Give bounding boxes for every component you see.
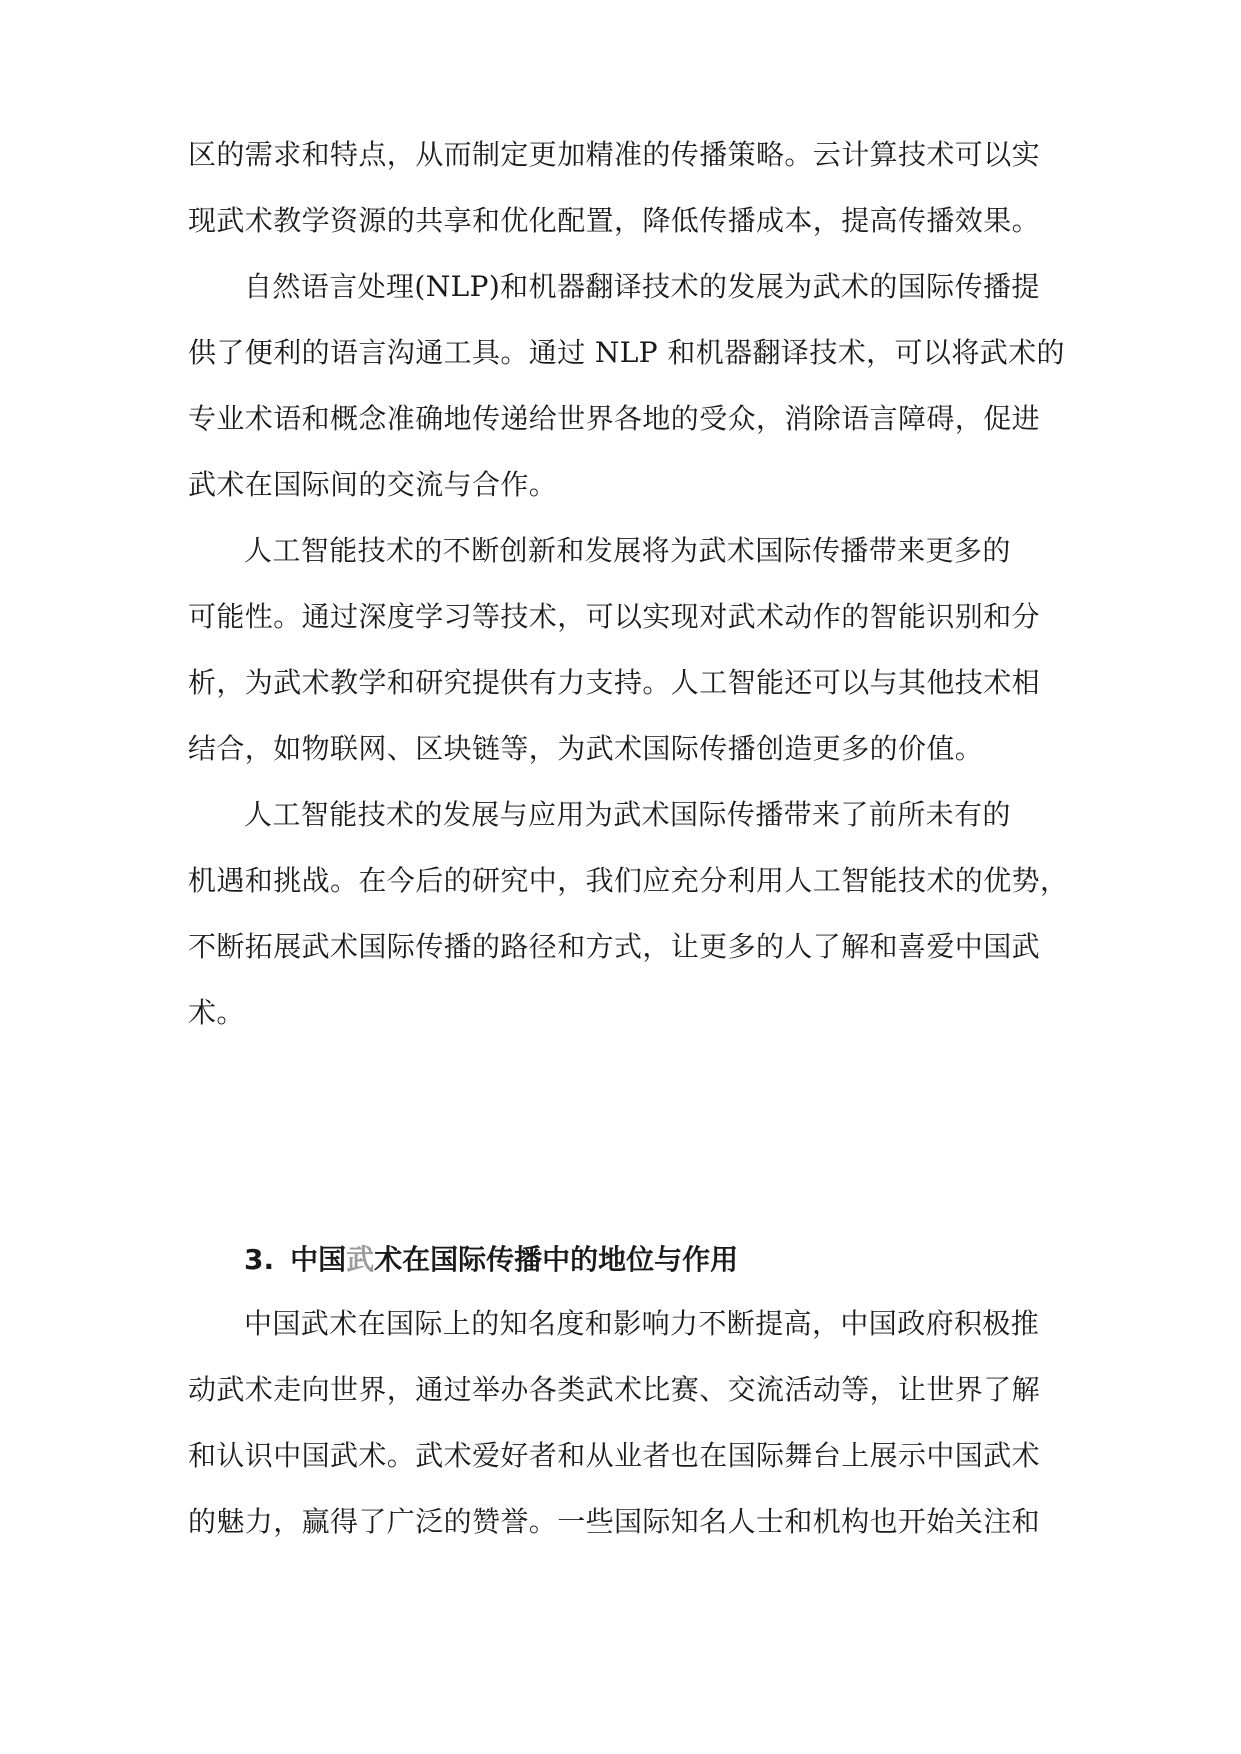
paragraph-line: 的魅力，赢得了广泛的赞誉。一些国际知名人士和机构也开始关注和	[188, 1505, 1041, 1538]
section-heading	[244, 1238, 738, 1282]
section-title-part: 中国	[290, 1243, 347, 1276]
section-title-faded-char: 武	[346, 1243, 375, 1276]
paragraph-line: 人工智能技术的不断创新和发展将为武术国际传播带来更多的	[244, 534, 1011, 567]
paragraph-line: 中国武术在国际上的知名度和影响力不断提高，中国政府积极推	[244, 1307, 1040, 1340]
paragraph-line: 和认识中国武术。武术爱好者和从业者也在国际舞台上展示中国武术	[188, 1439, 1041, 1472]
paragraph-line: 动武术走向世界，通过举办各类武术比赛、交流活动等，让世界了解	[188, 1373, 1041, 1406]
paragraph-line: 区的需求和特点，从而制定更加精准的传播策略。云计算技术可以实	[188, 138, 1041, 171]
section-number: 3.	[244, 1243, 275, 1276]
paragraph-line: 不断拓展武术国际传播的路径和方式，让更多的人了解和喜爱中国武	[188, 930, 1041, 963]
section-title-part: 术在国际传播中的地位与作用	[374, 1243, 739, 1276]
paragraph-line: 结合，如物联网、区块链等，为武术国际传播创造更多的价值。	[188, 732, 984, 765]
paragraph-line: 可能性。通过深度学习等技术，可以实现对武术动作的智能识别和分	[188, 600, 1041, 633]
paragraph-line: 术。	[188, 996, 245, 1029]
paragraph-line: 专业术语和概念准确地传递给世界各地的受众，消除语言障碍，促进	[188, 402, 1041, 435]
paragraph-line: 武术在国际间的交流与合作。	[188, 468, 558, 501]
paragraph-line: 现武术教学资源的共享和优化配置，降低传播成本，提高传播效果。	[188, 204, 1041, 237]
paragraph-line: 供了便利的语言沟通工具。通过 NLP 和机器翻译技术，可以将武术的	[188, 336, 1065, 369]
paragraph-line: 人工智能技术的发展与应用为武术国际传播带来了前所未有的	[244, 798, 1011, 831]
paragraph-line: 自然语言处理(NLP)和机器翻译技术的发展为武术的国际传播提	[244, 270, 1040, 303]
paragraph-line: 机遇和挑战。在今后的研究中，我们应充分利用人工智能技术的优势，	[188, 864, 1069, 897]
paragraph-line: 析，为武术教学和研究提供有力支持。人工智能还可以与其他技术相	[188, 666, 1041, 699]
